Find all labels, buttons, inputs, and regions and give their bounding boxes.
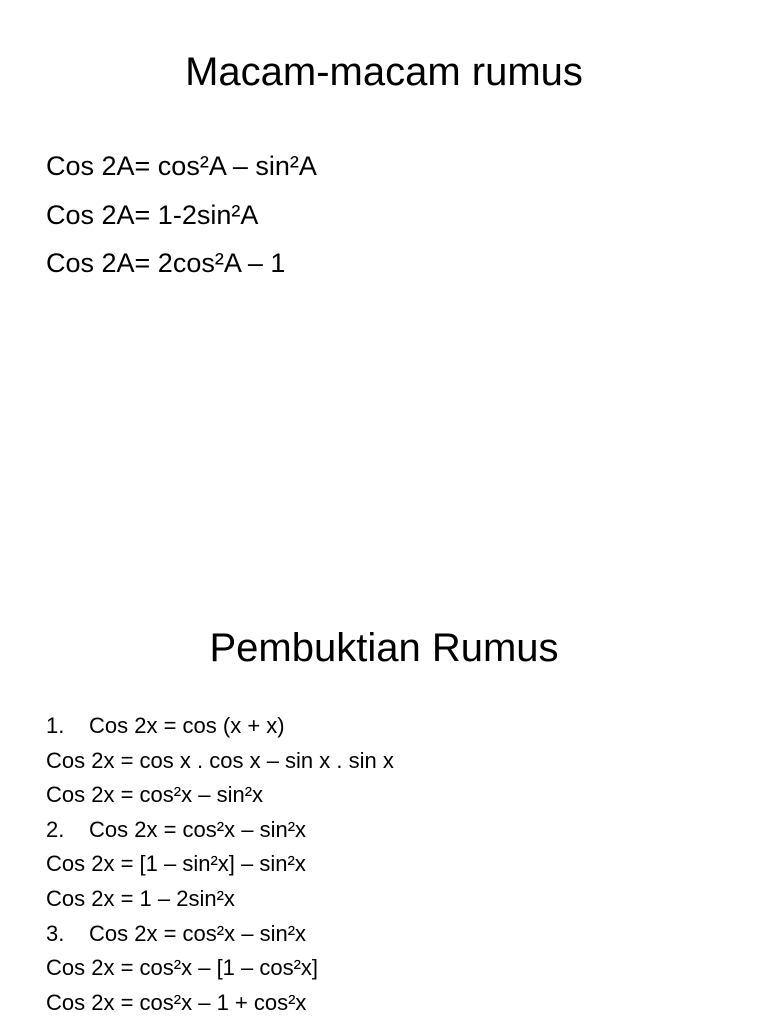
list-number: 1. [46,713,65,738]
formula-line: Cos 2A= 2cos²A – 1 [46,248,286,278]
proof-text: Cos 2x = cos²x – sin²x [46,782,264,808]
proof-text: Cos 2x = cos x . cos x – sin x . sin x [46,747,394,773]
proof-line [46,847,394,882]
formula-line: Cos 2A= 1-2sin²A [46,199,259,230]
formula-line: Cos 2A= cos²A – sin²A [46,151,317,181]
proof-line [46,813,394,848]
proof-line [46,986,394,1021]
slide-proof [0,600,768,1024]
proof-line [46,709,394,744]
slide-title: Pembuktian Rumus [209,626,559,670]
formula-list [46,142,317,288]
proof-text: Cos 2x = 1 – 2sin²x [46,885,235,911]
list-number: 3. [46,920,65,946]
proof-line [46,778,394,813]
proof-text: Cos 2x = [1 – sin²x] – sin²x [46,851,306,877]
list-number: 2. [46,816,65,842]
proof-line [46,882,394,917]
proof-text: Cos 2x = cos²x – 1 + cos²x [46,989,307,1015]
slide-title: Macam-macam rumus [185,50,583,94]
proof-line [46,744,394,779]
proof-text: Cos 2x = cos²x – [1 – cos²x] [46,955,319,981]
proof-line [46,917,394,952]
proof-text: Cos 2x = cos (x + x) [89,713,285,738]
proof-text: Cos 2x = cos²x – sin²x [89,920,307,946]
proof-line [46,951,394,986]
proof-text: Cos 2x = cos²x – sin²x [89,816,307,842]
proof-list [46,709,394,1020]
